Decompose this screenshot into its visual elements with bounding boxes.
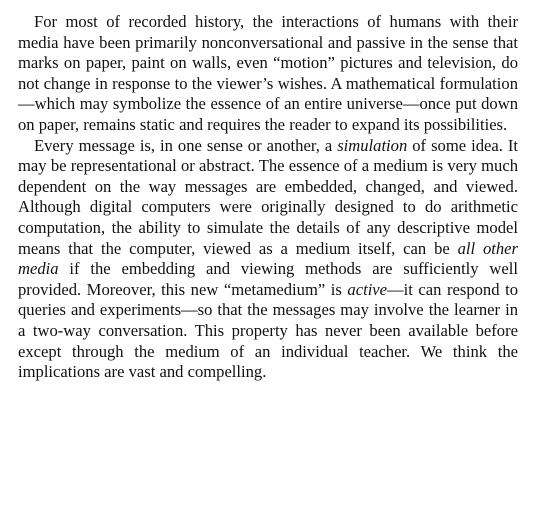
paragraph-1	[18, 12, 518, 136]
italic-run-simulation: simulation	[337, 135, 408, 155]
paragraph-2	[18, 136, 518, 383]
text-run: —it can respond to queries and experiments—so that the messages may involve the learner in a two-way conversation. This property has never been available before except through the medium of an individual teacher. We think the implications are vast and compelling.	[18, 279, 518, 382]
text-run: if the embedding and viewing methods are sufficiently well provided. Moreover, this new “metamedium” is	[18, 259, 518, 299]
italic-run-active: active	[347, 279, 388, 299]
italic-run-all-other-media: all other media	[18, 238, 518, 279]
text-run: Every message is, in one sense or another, a	[34, 135, 338, 155]
article-body	[18, 12, 518, 383]
text-run: For most of recorded history, the interactions of humans with their media have been primarily nonconversational and passive in the sense that marks on paper, paint on walls, even “motion” pictures and television, do not change in response to the viewer’s wishes. A mathematical formulation—which may symbolize the essence of an entire universe—once put down on paper, remains static and requires the reader to expand its possibilities.	[18, 12, 518, 134]
text-run: of some idea. It may be representational or abstract. The essence of a medium is very much dependent on the way messages are embedded, changed, and viewed. Although digital computers were originally designed to do arithmetic computation, the ability to simulate the details of any descriptive model means that the computer, viewed as a medium itself, can be	[18, 135, 518, 258]
